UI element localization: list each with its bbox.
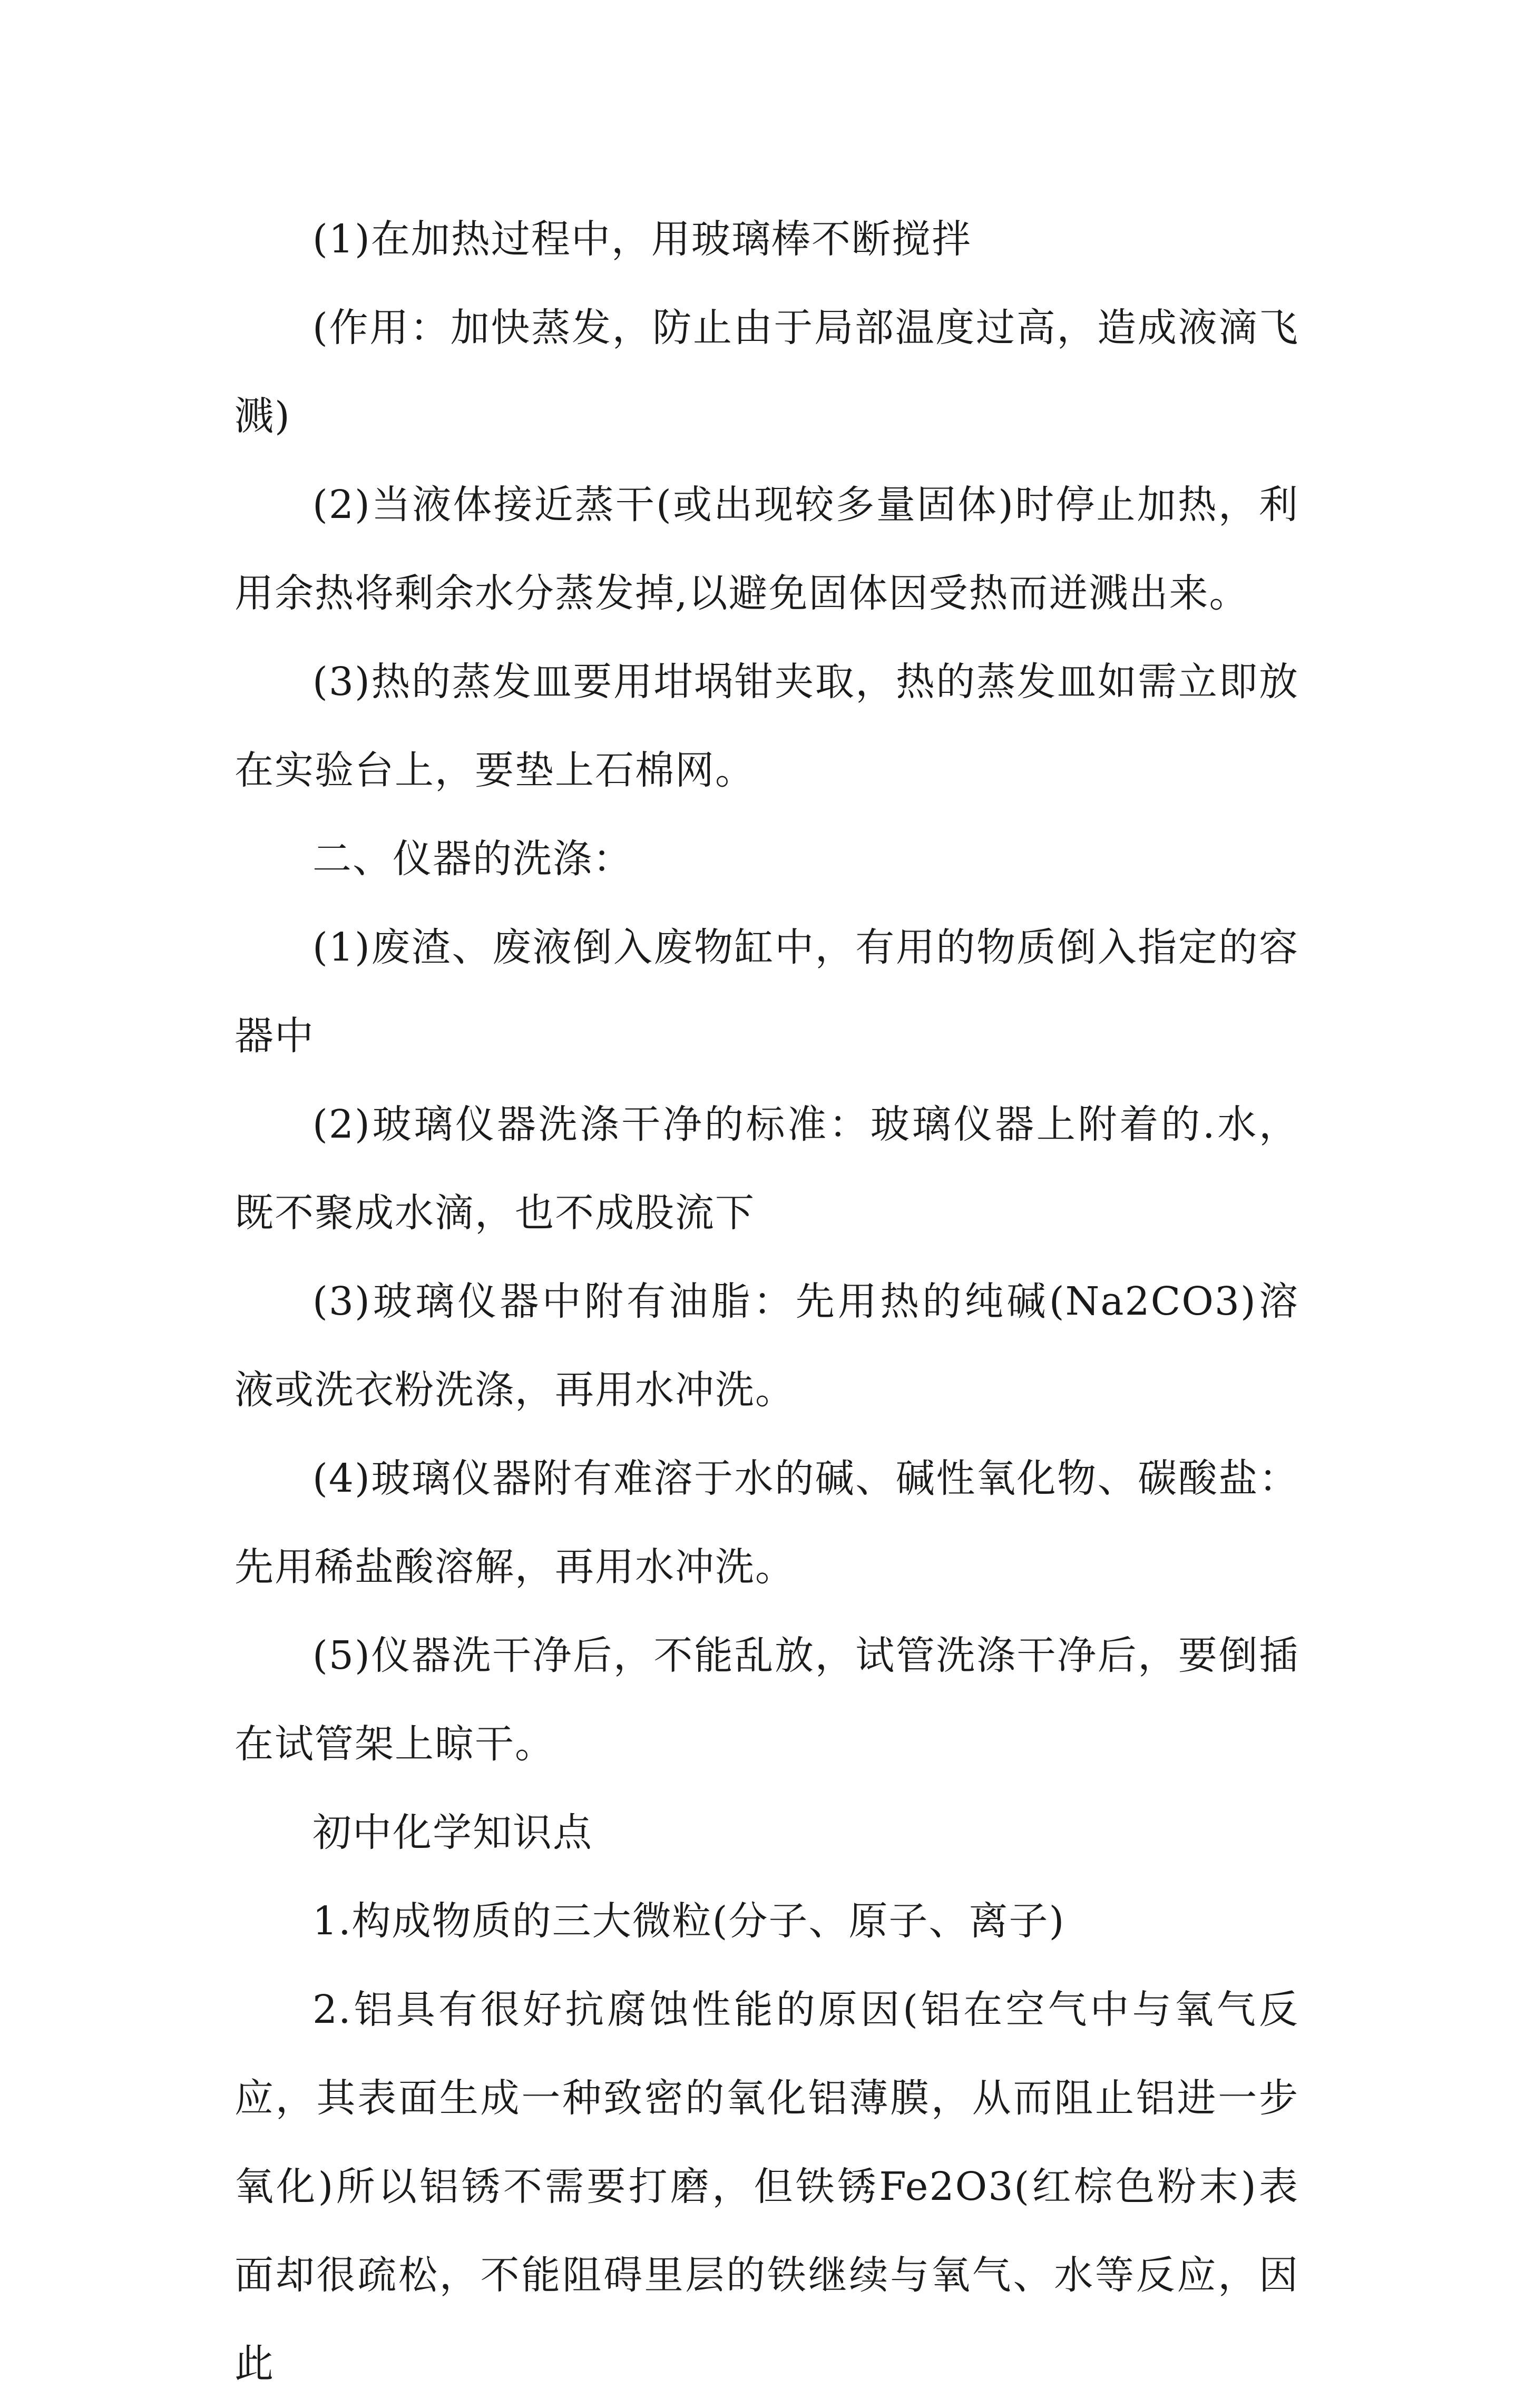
paragraph-washing-5: (5)仪器洗干净后，不能乱放，试管洗涤干净后，要倒插在试管架上晾干。 [234, 1633, 1299, 1767]
paragraph-washing-1: (1)废渣、废液倒入废物缸中，有用的物质倒入指定的容器中 [234, 925, 1299, 1059]
document-body [234, 195, 1299, 2408]
paragraph-washing-4: (4)玻璃仪器附有难溶于水的碱、碱性氧化物、碳酸盐：先用稀盐酸溶解，再用水冲洗。 [234, 1456, 1299, 1590]
paragraph-stirring-purpose: (作用：加快蒸发，防止由于局部温度过高，造成液滴飞溅) [234, 305, 1299, 439]
paragraph-evaporation-step-1: (1)在加热过程中，用玻璃棒不断搅拌 [312, 217, 972, 262]
section-heading-knowledge: 初中化学知识点 [312, 1810, 593, 1855]
paragraph-washing-2: (2)玻璃仪器洗涤干净的标准：玻璃仪器上附着的.水，既不聚成水滴，也不成股流下 [234, 1102, 1299, 1236]
paragraph-evaporation-step-3: (3)热的蒸发皿要用坩埚钳夹取，热的蒸发皿如需立即放在实验台上，要垫上石棉网。 [234, 659, 1299, 793]
section-heading-washing: 二、仪器的洗涤： [312, 836, 633, 882]
paragraph-washing-3: (3)玻璃仪器中附有油脂：先用热的纯碱(Na2CO3)溶液或洗衣粉洗涤，再用水冲洗。 [234, 1279, 1299, 1413]
paragraph-knowledge-2: 2.铝具有很好抗腐蚀性能的原因(铝在空气中与氧气反应，其表面生成一种致密的氧化铝薄膜，从而阻止铝进一步氧化)所以铝锈不需要打磨，但铁锈Fe2O3(红棕色粉末)表面却很疏松，不能阻碍里层的铁继续与氧气、水等反应，因此 [234, 1987, 1299, 2386]
paragraph-knowledge-1: 1.构成物质的三大微粒(分子、原子、离子) [312, 1898, 1065, 1944]
paragraph-evaporation-step-2: (2)当液体接近蒸干(或出现较多量固体)时停止加热，利用余热将剩余水分蒸发掉,以避免固体因受热而迸溅出来。 [234, 482, 1299, 616]
